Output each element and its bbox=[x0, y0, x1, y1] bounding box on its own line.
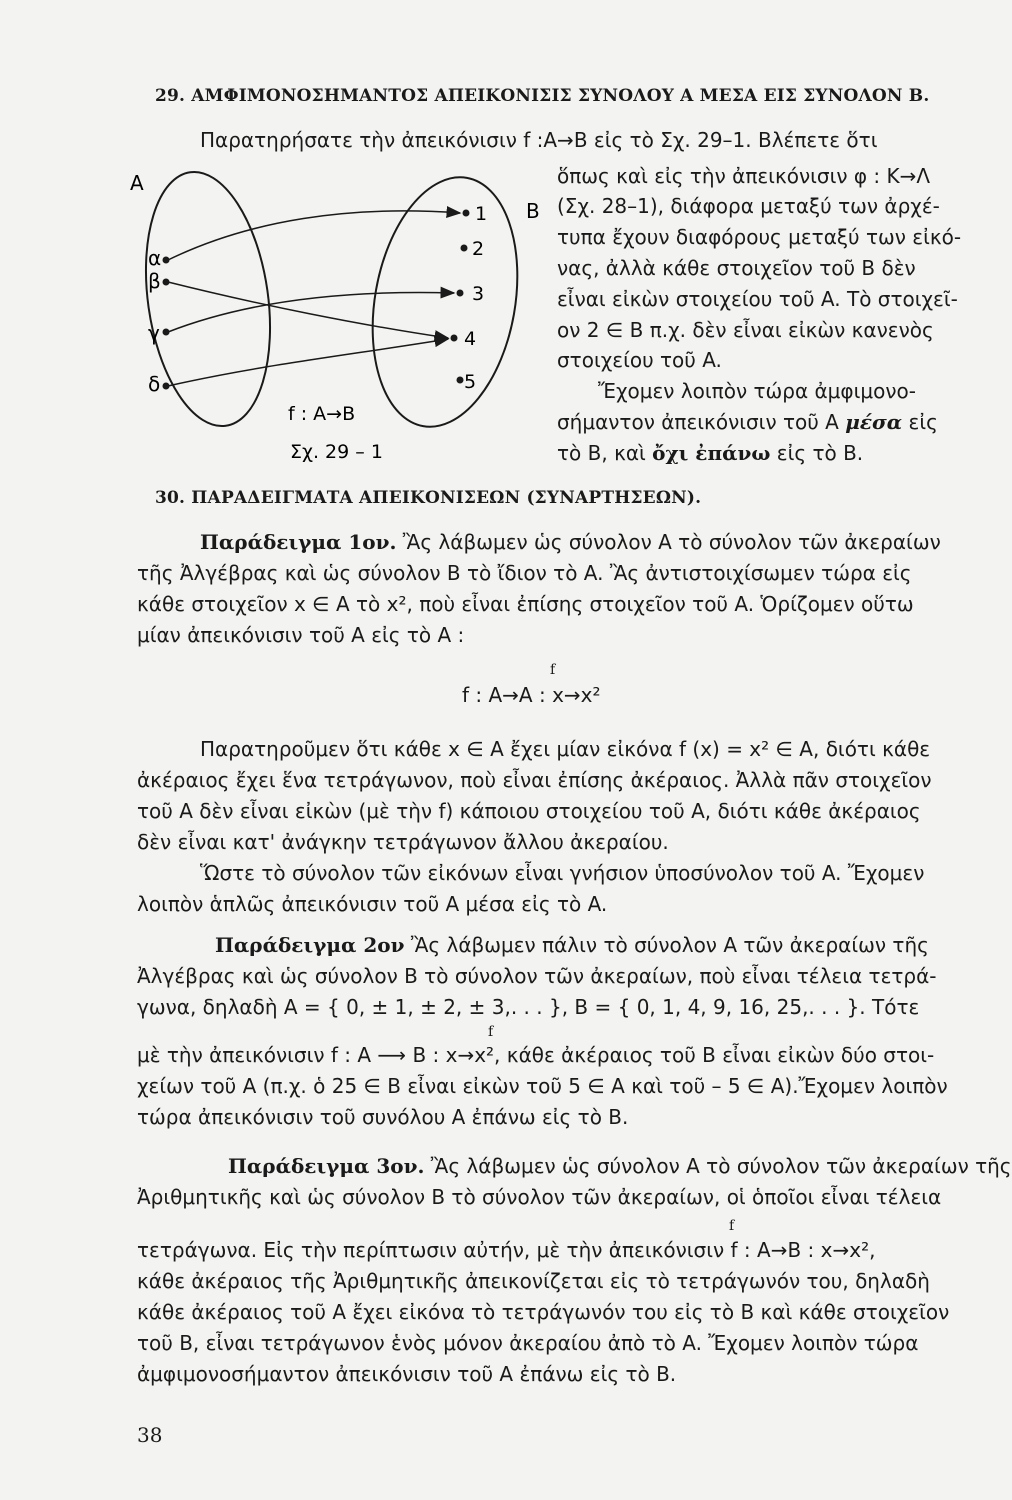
section-29-heading: 29. ΑΜΦΙΜΟΝΟΣΗΜΑΝΤΟΣ ΑΠΕΙΚΟΝΙΣΙΣ ΣΥΝΟΛΟΥ Α ΜΕΣΑ ΕΙΣ ΣΥΝΟΛΟΝ Β. bbox=[155, 86, 930, 106]
a-element-alpha: α bbox=[148, 246, 162, 270]
bold-mesa: μέσα bbox=[845, 410, 903, 434]
a-element-delta: δ bbox=[148, 372, 161, 396]
example-3-line: Ἀριθμητικῆς καὶ ὡς σύνολον B τὸ σύνολον τῶν ἀκεραίων, οἱ ὁποῖοι εἶναι τέλεια bbox=[137, 1185, 942, 1209]
example-1-first-line bbox=[200, 532, 941, 552]
example-1-para2-line: Παρατηροῦμεν ὅτι κάθε x ∈ A ἔχει μίαν εἰκόνα f (x) = x² ∈ A, διότι κάθε bbox=[200, 737, 931, 761]
b-element-1: 1 bbox=[475, 203, 488, 225]
arrow-alpha-1 bbox=[168, 211, 460, 260]
b-element-5: 5 bbox=[464, 371, 477, 393]
example-2-line: γωνα, δηλαδὴ A = { 0, ± 1, ± 2, ± 3,. . . }, B = { 0, 1, 4, 9, 16, 25,. . . }. Τότε bbox=[137, 995, 920, 1019]
set-b-ellipse bbox=[354, 166, 536, 438]
example-3-line: κάθε ἀκέραιος τῆς Ἀριθμητικῆς ἀπεικονίζεται εἰς τὸ τετράγωνόν του, δηλαδὴ bbox=[137, 1269, 930, 1293]
section-30-heading: 30. ΠΑΡΑΔΕΙΓΜΑΤΑ ΑΠΕΙΚΟΝΙΣΕΩΝ (ΣΥΝΑΡΤΗΣΕΩΝ). bbox=[155, 488, 702, 508]
example-2-line: Ἀλγέβρας καὶ ὡς σύνολον B τὸ σύνολον τῶν ἀκεραίων, ποὺ εἶναι τέλεια τετρά- bbox=[137, 964, 937, 988]
example-3-first-line bbox=[228, 1156, 1012, 1176]
formula-2-f-superscript: f bbox=[488, 1024, 494, 1040]
example-1-para2-line: λοιπὸν ἁπλῶς ἀπεικόνισιν τοῦ A μέσα εἰς τὸ A. bbox=[137, 892, 608, 916]
example-1-para2-line: ἀκέραιος ἔχει ἕνα τετράγωνον, ποὺ εἶναι ἐπίσης ἀκέραιος. Ἀλλὰ πᾶν στοιχεῖον bbox=[137, 768, 932, 792]
example-1-line: τῆς Ἀλγέβρας καὶ ὡς σύνολον B τὸ ἴδιον τὸ A. Ἂς ἀντιστοιχίσωμεν τώρα εἰς bbox=[137, 561, 912, 585]
formula-3-f-superscript: f bbox=[729, 1218, 735, 1234]
figure-29-1 bbox=[130, 150, 550, 470]
set-a-label: A bbox=[130, 171, 144, 195]
arrow-beta-4 bbox=[168, 282, 448, 338]
right-line-last bbox=[557, 443, 863, 463]
formula-1: f : A→A : x→x² bbox=[462, 683, 601, 707]
figure-caption: Σχ. 29 – 1 bbox=[290, 441, 383, 463]
example-2-line: τώρα ἀπεικόνισιν τοῦ συνόλου A ἐπάνω εἰς τὸ B. bbox=[137, 1105, 629, 1129]
example-1-para2-line: Ὥστε τὸ σύνολον τῶν εἰκόνων εἶναι γνήσιον ὑποσύνολον τοῦ A. Ἔχομεν bbox=[200, 861, 925, 885]
example-3-line: κάθε ἀκέραιος τοῦ A ἔχει εἰκόνα τὸ τετράγωνόν του εἰς τὸ B καὶ κάθε στοιχεῖον bbox=[137, 1300, 950, 1324]
bold-ochi-epano: ὄχι ἐπάνω bbox=[652, 441, 771, 465]
example-3-line: τοῦ B, εἶναι τετράγωνον ἑνὸς μόνον ἀκεραίου ἀπὸ τὸ A. Ἔχομεν λοιπὸν τώρα bbox=[137, 1331, 919, 1355]
example-3-text: Ἂς λάβωμεν ὡς σύνολον A τὸ σύνολον τῶν ἀκεραίων τῆς bbox=[430, 1154, 1012, 1178]
section-29-intro: Παρατηρήσατε τὴν ἀπεικόνισιν f :A→B εἰς τὸ Σχ. 29–1. Βλέπετε ὅτι bbox=[200, 128, 878, 152]
word-eis: εἰς bbox=[908, 410, 938, 434]
right-line: νας, ἀλλὰ κάθε στοιχεῖον τοῦ B δὲν bbox=[557, 256, 916, 280]
right-line-text: σήμαντον ἀπεικόνισιν τοῦ A bbox=[557, 410, 839, 434]
right-line: ον 2 ∈ B π.χ. δὲν εἶναι εἰκὼν κανενὸς bbox=[557, 318, 934, 342]
example-1-text: Ἂς λάβωμεν ὡς σύνολον A τὸ σύνολον τῶν ἀκεραίων bbox=[402, 530, 941, 554]
example-2-line: μὲ τὴν ἀπεικόνισιν f : A ⟶ B : x→x², κάθε ἀκέραιος τοῦ B εἶναι εἰκὼν δύο στοι- bbox=[137, 1043, 935, 1067]
right-line: εἶναι εἰκὼν στοιχείου τοῦ A. Τὸ στοιχεῖ- bbox=[557, 287, 958, 311]
example-1-line: κάθε στοιχεῖον x ∈ A τὸ x², ποὺ εἶναι ἐπίσης στοιχεῖον τοῦ A. Ὁρίζομεν οὕτω bbox=[137, 592, 914, 616]
right-line: (Σχ. 28–1), διάφορα μεταξύ των ἀρχέ- bbox=[557, 194, 940, 218]
example-3-title: Παράδειγμα 3ον. bbox=[228, 1154, 425, 1178]
example-1-para2-line: δὲν εἶναι κατ' ἀνάγκην τετράγωνον ἄλλου ἀκεραίου. bbox=[137, 830, 669, 854]
example-3-line: ἀμφιμονοσήμαντον ἀπεικόνισιν τοῦ A ἐπάνω εἰς τὸ B. bbox=[137, 1362, 677, 1386]
page-number: 38 bbox=[137, 1423, 163, 1447]
right-line-bold-mesa bbox=[557, 412, 938, 432]
map-label: f : A→B bbox=[288, 403, 356, 425]
example-1-para2-line: τοῦ A δὲν εἶναι εἰκὼν (μὲ τὴν f) κάποιου στοιχείου τοῦ A, διότι κάθε ἀκέραιος bbox=[137, 799, 921, 823]
example-2-title: Παράδειγμα 2ον bbox=[215, 933, 405, 957]
example-3-line: τετράγωνα. Εἰς τὴν περίπτωσιν αὐτήν, μὲ τὴν ἀπεικόνισιν f : A→B : x→x², bbox=[137, 1238, 876, 1262]
example-1-title: Παράδειγμα 1ον. bbox=[200, 530, 397, 554]
a-element-gamma: γ bbox=[148, 321, 160, 345]
formula-1-f-superscript: f bbox=[550, 662, 556, 678]
b-element-3: 3 bbox=[472, 283, 485, 305]
last-line-start: τὸ B, καὶ bbox=[557, 441, 646, 465]
example-2-first-line bbox=[215, 935, 929, 955]
set-b-label: B bbox=[526, 199, 540, 223]
arrow-delta-4 bbox=[168, 339, 448, 386]
example-1-line: μίαν ἀπεικόνισιν τοῦ A εἰς τὸ A : bbox=[137, 623, 465, 647]
arrow-gamma-3 bbox=[168, 292, 454, 332]
b-element-2: 2 bbox=[472, 238, 485, 260]
b-element-4: 4 bbox=[464, 328, 477, 350]
right-line: ὅπως καὶ εἰς τὴν ἀπεικόνισιν φ : K→Λ bbox=[557, 164, 931, 188]
last-line-end: εἰς τὸ B. bbox=[776, 441, 864, 465]
a-element-beta: β bbox=[148, 269, 161, 293]
right-line: τυπα ἔχουν διαφόρους μεταξύ των εἰκό- bbox=[557, 225, 962, 249]
right-line: Ἔχομεν λοιπὸν τώρα ἀμφιμονο- bbox=[598, 379, 916, 403]
example-2-line: χείων τοῦ A (π.χ. ὁ 25 ∈ B εἶναι εἰκὼν τοῦ 5 ∈ A καὶ τοῦ – 5 ∈ A).Ἔχομεν λοιπὸν bbox=[137, 1074, 948, 1098]
right-line: στοιχείου τοῦ A. bbox=[557, 348, 722, 372]
example-2-text: Ἂς λάβωμεν πάλιν τὸ σύνολον A τῶν ἀκεραίων τῆς bbox=[410, 933, 929, 957]
